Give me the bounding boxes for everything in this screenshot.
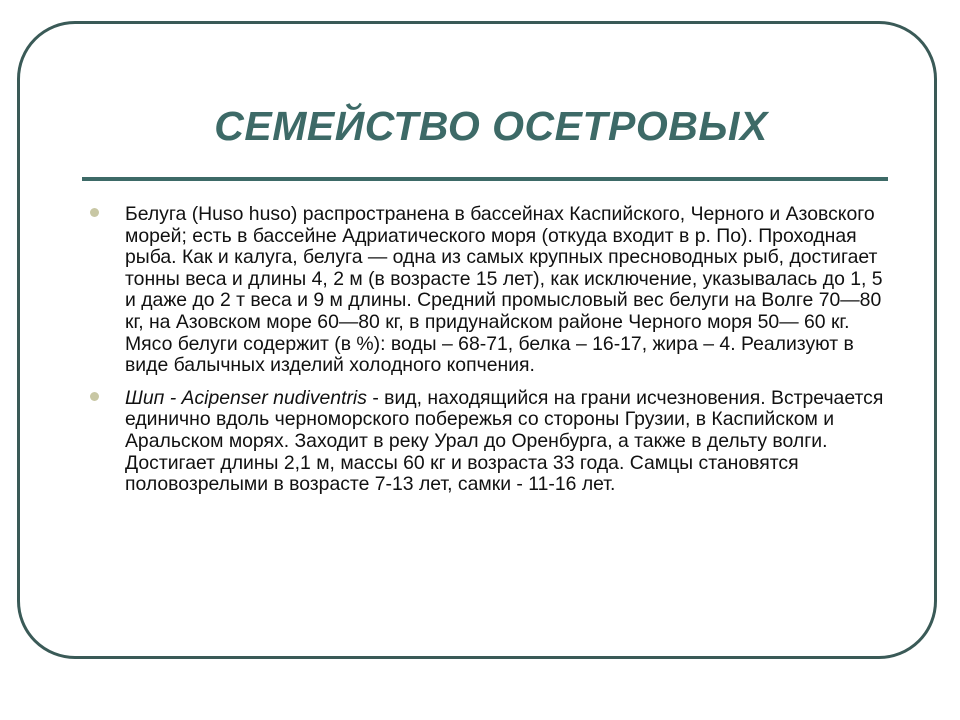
slide-title: СЕМЕЙСТВО ОСЕТРОВЫХ [214, 103, 768, 149]
ship-text: - вид, находящийся на грани исчезновения. Встречается единично вдоль черноморского побережья со стороны Грузии, в Каспийском и Аральском морях. Заходит в реку Урал до Оренбурга, а также в дельту волги. Достигает длины 2,1 м, массы 60 кг и возраста 33 года. Самцы становятся половозрелыми в возрасте 7-13 лет, самки - 11-16 лет. [125, 386, 884, 496]
bullet-ship [88, 388, 888, 496]
beluga-text: Белуга (Huso huso) распространена в бассейнах Каспийского, Черного и Азовского морей; есть в бассейне Адриатического моря (откуда входит в р. По). Проходная рыба. Как и калуга, белуга — одна из самых крупных пресноводных рыб, достигает тонны веса и длины 4, 2 м (в возрасте 15 лет), как исключение, указывалась до 1, 5 и даже до 2 т веса и 9 м длины. Средний промысловый вес белуги на Волге 70—80 кг, на Азовском море 60—80 кг, в придунайском районе Черного моря 50— 60 кг. Мясо белуги содержит (в %): воды – 68-71, белка – 16-17, жира – 4. Реализуют в виде балычных изделий холодного копчения. [125, 203, 883, 377]
title-divider [82, 177, 888, 181]
ship-common-name: Шип [125, 386, 165, 409]
slide-content [88, 204, 888, 496]
ship-separator: - [164, 386, 182, 409]
bullet-dot-icon [90, 208, 99, 217]
ship-latin-name: Acipenser nudiventris [181, 386, 367, 409]
bullet-dot-icon [90, 392, 99, 401]
bullet-beluga [88, 204, 888, 377]
